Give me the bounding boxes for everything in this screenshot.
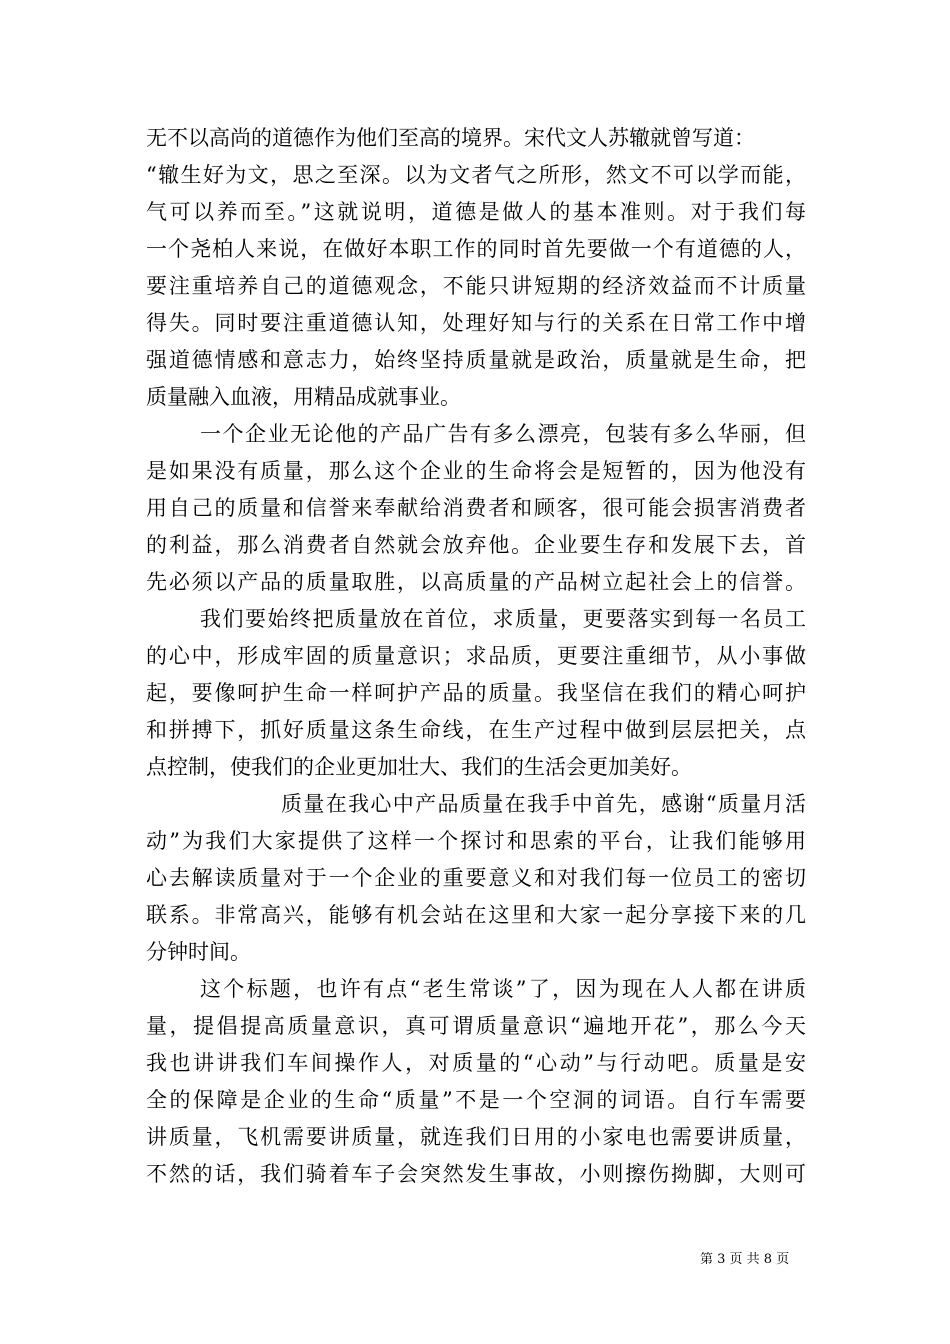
text-line: 分钟时间。: [146, 940, 251, 964]
text-line: 讲质量，飞机需要讲质量，就连我们日用的小家电也需要讲质量，: [146, 1125, 806, 1149]
text-line: 质量在我心中产品质量在我手中首先，感谢“质量月活: [281, 792, 806, 816]
text-line: 的心中，形成牢固的质量意识；求品质，更要注重细节，从小事做: [146, 644, 806, 668]
text-line: 是如果没有质量，那么这个企业的生命将会是短暂的，因为他没有: [146, 459, 806, 483]
text-line: 先必须以产品的质量取胜，以高质量的产品树立起社会上的信誉。: [146, 570, 806, 594]
text-line: 心去解读质量对于一个企业的重要意义和对我们每一位员工的密切: [146, 866, 806, 890]
text-line: 动”为我们大家提供了这样一个探讨和思索的平台，让我们能够用: [146, 829, 806, 853]
text-line: 联系。非常高兴，能够有机会站在这里和大家一起分享接下来的几: [146, 903, 806, 927]
text-line: 得失。同时要注重道德认知，处理好知与行的关系在日常工作中增: [146, 311, 806, 335]
text-line: 气可以养而至。”这就说明，道德是做人的基本准则。对于我们每: [146, 200, 806, 224]
text-line: 无不以高尚的道德作为他们至高的境界。宋代文人苏辙就曾写道：: [146, 126, 755, 150]
text-line: 和拼搏下，抓好质量这条生命线，在生产过程中做到层层把关，点: [146, 718, 806, 742]
text-line: 全的保障是企业的生命“质量”不是一个空洞的词语。自行车需要: [146, 1088, 806, 1112]
text-line: “辙生好为文，思之至深。以为文者气之所形，然文不可以学而能，: [146, 163, 806, 187]
page-number: 第 3 页 共 8 页: [700, 1252, 790, 1267]
text-line: 点控制，使我们的企业更加壮大、我们的生活会更加美好。: [146, 755, 692, 779]
text-line: 我们要始终把质量放在首位，求质量，更要落实到每一名员工: [200, 607, 806, 631]
text-line: 的利益，那么消费者自然就会放弃他。企业要生存和发展下去，首: [146, 533, 806, 557]
text-line: 我也讲讲我们车间操作人，对质量的“心动”与行动吧。质量是安: [146, 1051, 806, 1075]
text-line: 这个标题，也许有点“老生常谈”了，因为现在人人都在讲质: [200, 977, 806, 1001]
text-line: 起，要像呵护生命一样呵护产品的质量。我坚信在我们的精心呵护: [146, 681, 806, 705]
text-line: 用自己的质量和信誉来奉献给消费者和顾客，很可能会损害消费者: [146, 496, 806, 520]
text-line: 要注重培养自己的道德观念，不能只讲短期的经济效益而不计质量: [146, 274, 806, 298]
text-line: 质量融入血液，用精品成就事业。: [146, 385, 461, 409]
text-line: 强道德情感和意志力，始终坚持质量就是政治，质量就是生命，把: [146, 348, 806, 372]
text-line: 不然的话，我们骑着车子会突然发生事故，小则擦伤拗脚，大则可: [146, 1162, 806, 1186]
text-line: 一个企业无论他的产品广告有多么漂亮，包装有多么华丽，但: [200, 422, 806, 446]
document-body: [146, 120, 806, 1193]
text-line: 一个尧柏人来说，在做好本职工作的同时首先要做一个有道德的人，: [146, 237, 806, 261]
text-line: 量，提倡提高质量意识，真可谓质量意识“遍地开花”，那么今天: [146, 1014, 806, 1038]
